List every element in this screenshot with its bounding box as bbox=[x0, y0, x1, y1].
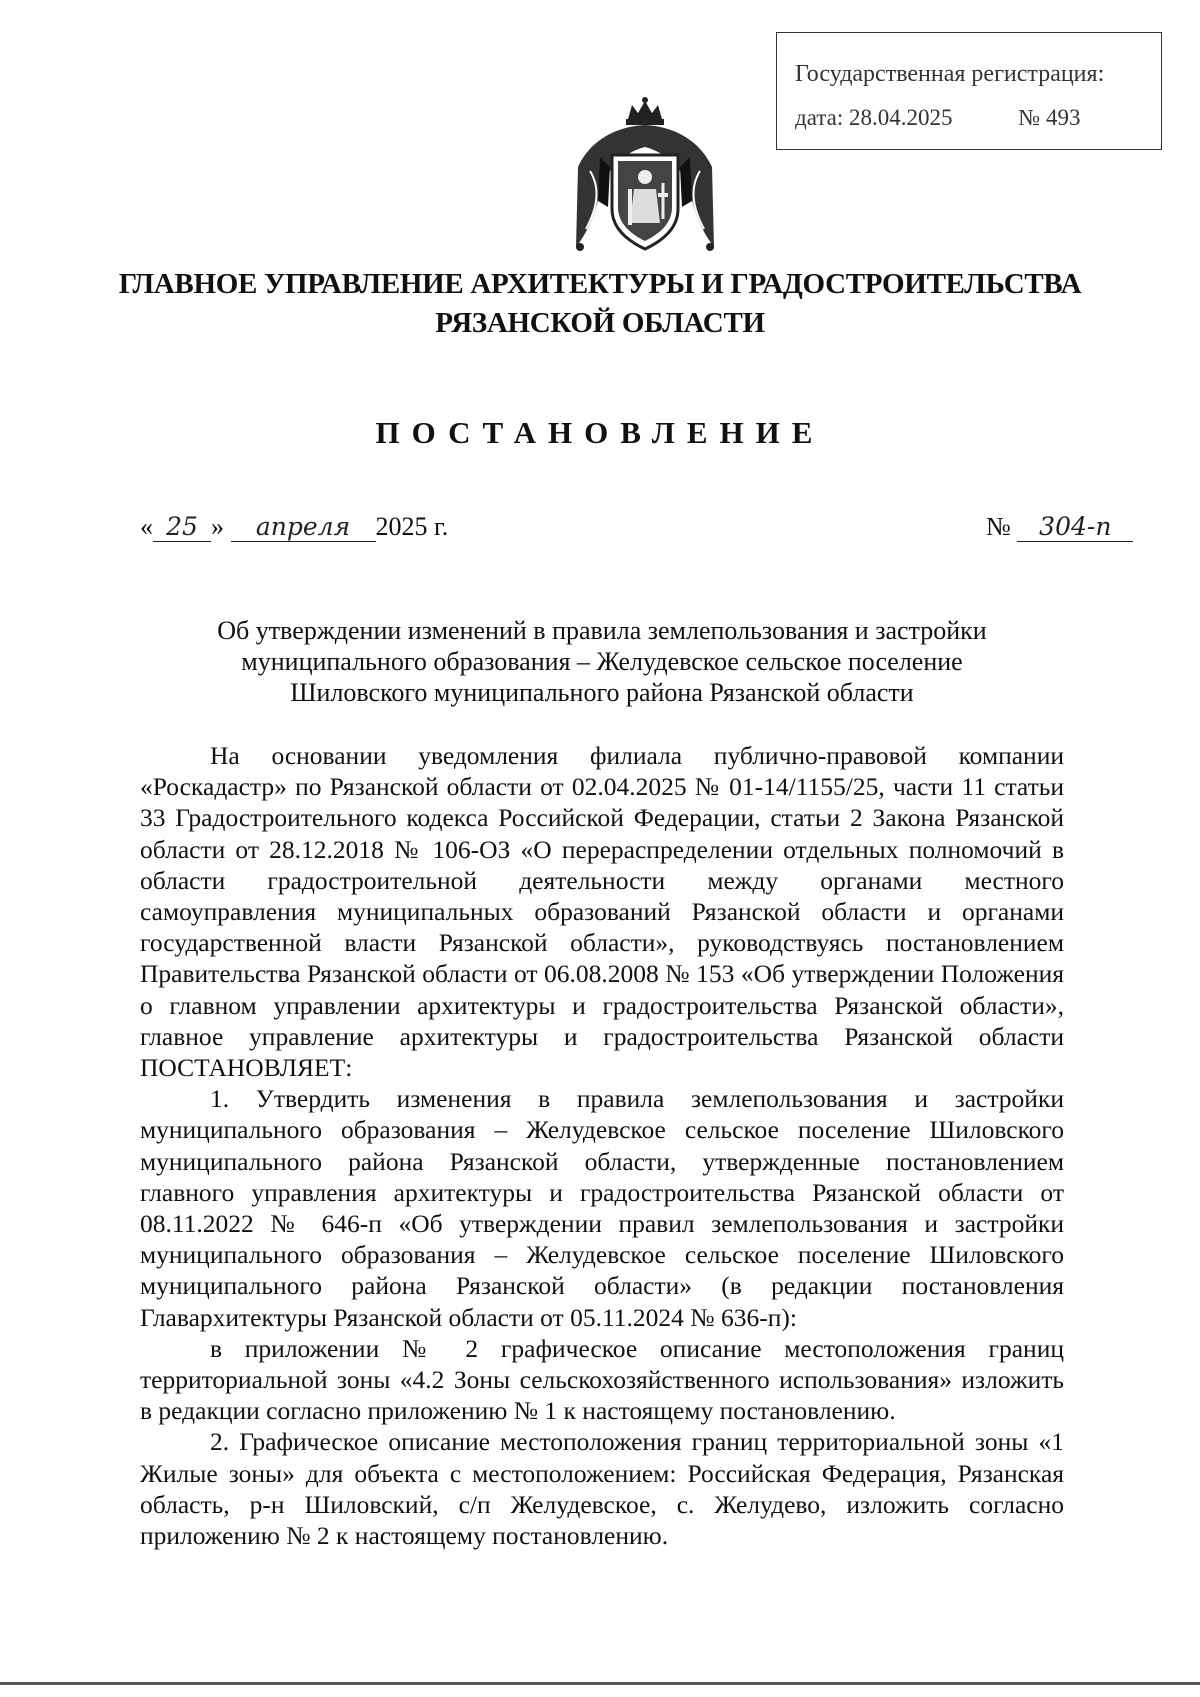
registration-details bbox=[795, 105, 1080, 131]
organization-name-line2: РЯЗАНСКОЙ ОБЛАСТИ bbox=[435, 307, 765, 339]
date-open-quote: « bbox=[140, 512, 153, 541]
registration-number: № 493 bbox=[1018, 105, 1081, 130]
item-1-sub-paragraph: в приложении № 2 графическое описание местоположения границ территориальной зоны «4.2 Зоны сельскохозяйственного использования» изложить в редакции согласно приложению № 1 к настоящему постановлению. bbox=[140, 1333, 1064, 1426]
item-1-paragraph: 1. Утвердить изменения в правила землепользования и застройки муниципального образования – Желудевское сельское поселение Шиловского муниципального района Рязанской области, утвержденные постановлением главного управления архитектуры и градостроительства Рязанской области от 08.11.2022 № 646-п «Об утверждении правил землепользования и застройки муниципального образования – Желудевское сельское поселение Шиловского муниципального района Рязанской области» (в редакции постановления Главархитектуры Рязанской области от 05.11.2024 № 636-п): bbox=[140, 1084, 1064, 1332]
number-prefix: № bbox=[986, 512, 1011, 541]
page-bottom-border bbox=[0, 1682, 1200, 1685]
date-close-quote: » bbox=[211, 512, 224, 541]
organization-name-line1: ГЛАВНОЕ УПРАВЛЕНИЕ АРХИТЕКТУРЫ И ГРАДОСТРОИТЕЛЬСТВА bbox=[118, 268, 1082, 300]
preamble-paragraph: На основании уведомления филиала публично-правовой компании «Роскадастр» по Рязанской области от 02.04.2025 № 01-14/1155/25, части 11 статьи 33 Градостроительного кодекса Российской Федерации, статьи 2 Закона Рязанской области от 28.12.2018 № 106-ОЗ «О перераспределении отдельных полномочий в области градостроительной деятельности между органами местного самоуправления муниципальных образований Рязанской области и органами государственной власти Рязанской области», руководствуясь постановлением Правительства Рязанской области от 06.08.2008 № 153 «Об утверждении Положения о главном управлении архитектуры и градостроительства Рязанской области», главное управление архитектуры и градостроительства Рязанской области ПОСТАНОВЛЯЕТ: bbox=[140, 741, 1064, 1083]
document-body bbox=[140, 740, 1064, 1551]
document-number bbox=[986, 512, 1133, 542]
registration-title: Государственная регистрация: bbox=[795, 61, 1105, 87]
date-month-handwritten: апреля bbox=[231, 513, 376, 542]
subject-line3: Шиловского муниципального района Рязанской области bbox=[290, 678, 914, 707]
item-2-paragraph: 2. Графическое описание местоположения границ территориальной зоны «1 Жилые зоны» для объекта с местоположением: Российская Федерация, Рязанская область, р-н Шиловский, с/п Желудевское, с. Желудево, изложить согласно приложению № 2 к настоящему постановлению. bbox=[140, 1427, 1064, 1551]
document-date bbox=[140, 512, 448, 542]
registration-stamp bbox=[776, 32, 1162, 150]
document-type-heading: ПОСТАНОВЛЕНИЕ bbox=[375, 415, 825, 450]
date-day-handwritten: 25 bbox=[153, 513, 211, 542]
number-value-handwritten: 304-п bbox=[1017, 513, 1133, 542]
date-year: 2025 г. bbox=[375, 512, 449, 541]
subject-line2: муниципального образования – Желудевское сельское поселение bbox=[241, 647, 963, 676]
registration-date: дата: 28.04.2025 bbox=[795, 105, 953, 130]
subject-line1: Об утверждении изменений в правила землепользования и застройки bbox=[217, 616, 987, 645]
document-subject bbox=[140, 615, 1064, 708]
ryazan-coat-of-arms-icon bbox=[570, 97, 720, 257]
